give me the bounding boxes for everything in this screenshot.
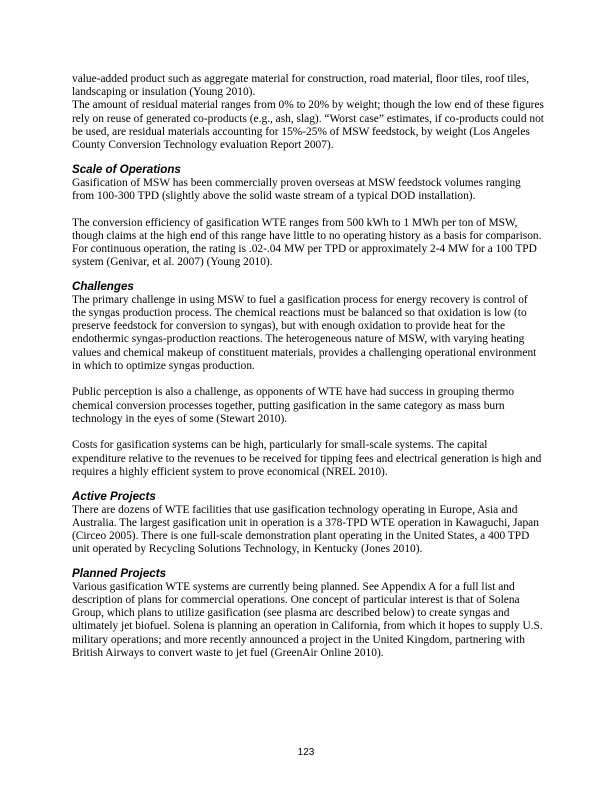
heading-challenges: Challenges [72, 279, 134, 293]
heading-scale-of-operations: Scale of Operations [72, 162, 181, 176]
paragraph-aggregate-products: value-added product such as aggregate material for construction, road material, floor tiles, roof tiles, landscaping or insulation (Young 2010). [72, 73, 530, 99]
paragraph-syngas-control: The primary challenge in using MSW to fuel a gasification process for energy recovery is control of the syngas production process. The chemical reactions must be balanced so that oxidation is low (to preserve feedstock for conversion to syngas), but with enough oxidation to provide heat for the endothermic syngas-production reactions. The heterogeneous nature of MSW, with varying heating values and chemical makeup of constituent materials, provides a challenging operational environment in which to optimize syngas production. [72, 293, 537, 372]
document-body [72, 73, 544, 660]
heading-active-projects: Active Projects [72, 489, 156, 503]
paragraph-conversion-efficiency: The conversion efficiency of gasification WTE ranges from 500 kWh to 1 MWh per ton of MSW, though claims at the high end of this range have little to no operating history as a basis for comparison. For continuous operation, the rating is .02-.04 MW per TPD or approximately 2-4 MW for a 100 TPD system (Genivar, et al. 2007) (Young 2010). [72, 216, 542, 269]
paragraph-planned-projects: Various gasification WTE systems are currently being planned. See Appendix A for a full list and description of plans for commercial operations. One concept of particular interest is that of Solena Group, which plans to utilize gasification (see plasma arc described below) to create syngas and ultimately jet biofuel. Solena is planning an operation in California, from which it hopes to supply U.S. military operations; and more recently announced a project in the United Kingdom, partnering with British Airways to convert waste to jet fuel (GreenAir Online 2010). [72, 580, 543, 659]
paragraph-residual-material: The amount of residual material ranges from 0% to 20% by weight; though the low end of these figures rely on reuse of generated co-products (e.g., ash, slag). “Worst case” estimates, if co-products could not be used, are residual materials accounting for 15%-25% of MSW feedstock, by weight (Los Angeles County Conversion Technology evaluation Report 2007). [72, 99, 544, 152]
paragraph-feedstock-volumes: Gasification of MSW has been commercially proven overseas at MSW feedstock volumes ranging from 100-300 TPD (slightly above the solid waste stream of a typical DOD installation). [72, 176, 521, 202]
paragraph-active-projects: There are dozens of WTE facilities that use gasification technology operating in Europe, Asia and Australia. The largest gasification unit in operation is a 378-TPD WTE operation in Kawaguchi, Japan (Circeo 2005). There is one full-scale demonstration plant operating in the United States, a 400 TPD unit operated by Recycling Solutions Technology, in Kentucky (Jones 2010). [72, 503, 539, 556]
page-number: 123 [297, 747, 315, 758]
paragraph-public-perception: Public perception is also a challenge, as opponents of WTE have had success in grouping thermo chemical conversion processes together, putting gasification in the same category as mass burn technology in the eyes of some (Stewart 2010). [72, 386, 515, 425]
heading-planned-projects: Planned Projects [72, 566, 167, 580]
paragraph-costs: Costs for gasification systems can be high, particularly for small-scale systems. The capital expenditure relative to the revenues to be received for tipping fees and electrical generation is high and requires a highly efficient system to prove economical (NREL 2010). [72, 439, 542, 478]
